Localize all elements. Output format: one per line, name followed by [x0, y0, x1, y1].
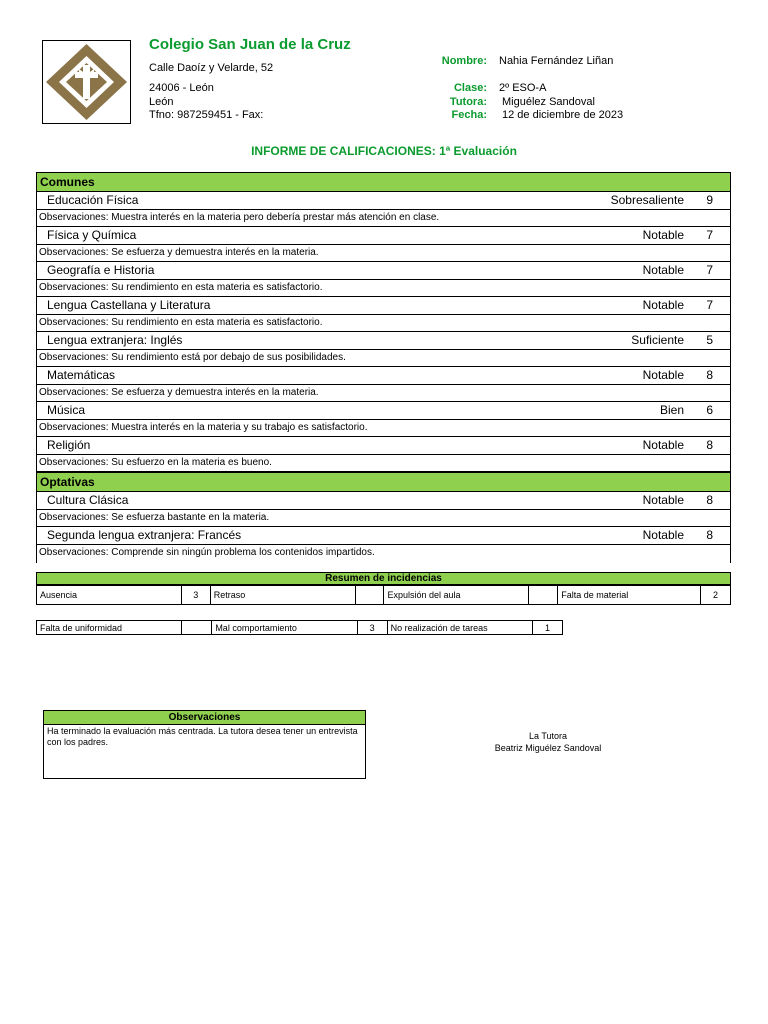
- subject-row: [36, 437, 731, 455]
- category-header-comunes: Comunes: [36, 172, 731, 192]
- report-title: INFORME DE CALIFICACIONES: 1ª Evaluación: [251, 144, 517, 158]
- school-logo: [42, 40, 131, 124]
- clase-label: Clase:: [453, 82, 487, 94]
- incident-label: Mal comportamiento: [212, 621, 357, 635]
- subject-grade: 9: [706, 193, 713, 207]
- incidents-table-row2: [36, 620, 563, 635]
- subject-grade: 6: [706, 403, 713, 417]
- subject-name: Matemáticas: [47, 368, 116, 382]
- subject-grade: 8: [706, 368, 713, 382]
- incident-label: Ausencia: [37, 586, 182, 605]
- subject-row: [36, 492, 731, 510]
- cross-diamond-crest-icon: [43, 41, 130, 123]
- subject-row: [36, 332, 731, 350]
- subject-name: Física y Química: [47, 228, 137, 242]
- subject-row: [36, 527, 731, 545]
- subject-qualification: Notable: [642, 263, 684, 277]
- subject-qualification: Notable: [642, 528, 684, 542]
- observations-text: Ha terminado la evaluación más centrada. La tutora desea tener un entrevista con los padres.: [47, 726, 358, 747]
- signature-role: La Tutora: [528, 731, 568, 741]
- subject-row: [36, 402, 731, 420]
- subject-row: [36, 367, 731, 385]
- subject-observation: Observaciones: Su rendimiento está por debajo de sus posibilidades.: [36, 350, 731, 367]
- incident-count: 2: [701, 586, 731, 605]
- subject-qualification: Sobresaliente: [610, 193, 684, 207]
- subject-grade: 7: [706, 228, 713, 242]
- school-name: Colegio San Juan de la Cruz: [149, 36, 351, 53]
- fecha-value: 12 de diciembre de 2023: [502, 109, 624, 121]
- subject-name: Música: [47, 403, 86, 417]
- subject-observation: Observaciones: Su rendimiento en esta materia es satisfactorio.: [36, 315, 731, 332]
- subject-qualification: Suficiente: [631, 333, 684, 347]
- signature-name: Beatriz Miguélez Sandoval: [494, 743, 602, 753]
- subject-observation: Observaciones: Su esfuerzo en la materia es bueno.: [36, 455, 731, 472]
- subject-observation: Observaciones: Se esfuerza y demuestra interés en la materia.: [36, 385, 731, 402]
- nombre-value: Nahia Fernández Liñan: [499, 55, 614, 67]
- fecha-label: Fecha:: [451, 109, 487, 121]
- incident-label: Retraso: [210, 586, 355, 605]
- incidents-title: Resumen de incidencias: [36, 572, 731, 585]
- incident-label: Falta de material: [558, 586, 701, 605]
- subject-observation: Observaciones: Muestra interés en la materia y su trabajo es satisfactorio.: [36, 420, 731, 437]
- subject-grade: 8: [706, 438, 713, 452]
- subject-observation: Observaciones: Se esfuerza y demuestra interés en la materia.: [36, 245, 731, 262]
- category-header-optativas: Optativas: [36, 472, 731, 492]
- incidents-table-row1: [36, 585, 731, 605]
- subject-name: Geografía e Historia: [47, 263, 155, 277]
- subject-row: [36, 297, 731, 315]
- subject-observation: Observaciones: Muestra interés en la materia pero debería prestar más atención en clase.: [36, 210, 731, 227]
- subject-observation: Observaciones: Se esfuerza bastante en la materia.: [36, 510, 731, 527]
- subject-name: Educación Física: [47, 193, 139, 207]
- school-postal: 24006 - León: [149, 82, 214, 94]
- subject-observation: Observaciones: Comprende sin ningún problema los contenidos impartidos.: [36, 545, 731, 563]
- incident-label: Expulsión del aula: [384, 586, 529, 605]
- incident-label: Falta de uniformidad: [37, 621, 182, 635]
- subject-row: [36, 227, 731, 245]
- subject-qualification: Notable: [642, 493, 684, 507]
- subject-grade: 7: [706, 298, 713, 312]
- tutora-label: Tutora:: [449, 96, 487, 108]
- subject-grade: 8: [706, 528, 713, 542]
- subject-name: Segunda lengua extranjera: Francés: [47, 528, 242, 542]
- incident-count: 1: [532, 621, 562, 635]
- school-phone: Tfno: 987259451 - Fax:: [149, 109, 264, 121]
- incident-count: 3: [181, 586, 210, 605]
- subject-grade: 5: [706, 333, 713, 347]
- subject-name: Lengua Castellana y Literatura: [47, 298, 211, 312]
- tutora-value: Miguélez Sandoval: [502, 96, 595, 108]
- observations-box: [43, 710, 366, 779]
- grades-table: [36, 172, 731, 563]
- incident-count: 3: [357, 621, 387, 635]
- school-city: León: [149, 96, 174, 108]
- subject-qualification: Bien: [659, 403, 684, 417]
- clase-value: 2º ESO-A: [499, 82, 547, 94]
- subject-observation: Observaciones: Su rendimiento en esta materia es satisfactorio.: [36, 280, 731, 297]
- subject-grade: 7: [706, 263, 713, 277]
- school-address: Calle Daoíz y Velarde, 52: [149, 62, 274, 74]
- incident-count: [182, 621, 212, 635]
- subject-grade: 8: [706, 493, 713, 507]
- subject-qualification: Notable: [642, 228, 684, 242]
- incident-count: [529, 586, 558, 605]
- subject-row: [36, 262, 731, 280]
- subject-qualification: Notable: [642, 438, 684, 452]
- incident-count: [355, 586, 384, 605]
- nombre-label: Nombre:: [441, 55, 487, 67]
- subject-qualification: Notable: [642, 368, 684, 382]
- observations-title: Observaciones: [44, 711, 365, 725]
- subject-row: [36, 192, 731, 210]
- subject-name: Lengua extranjera: Inglés: [47, 333, 183, 347]
- subject-name: Religión: [47, 438, 91, 452]
- incident-label: No realización de tareas: [387, 621, 532, 635]
- subject-name: Cultura Clásica: [47, 493, 129, 507]
- subject-qualification: Notable: [642, 298, 684, 312]
